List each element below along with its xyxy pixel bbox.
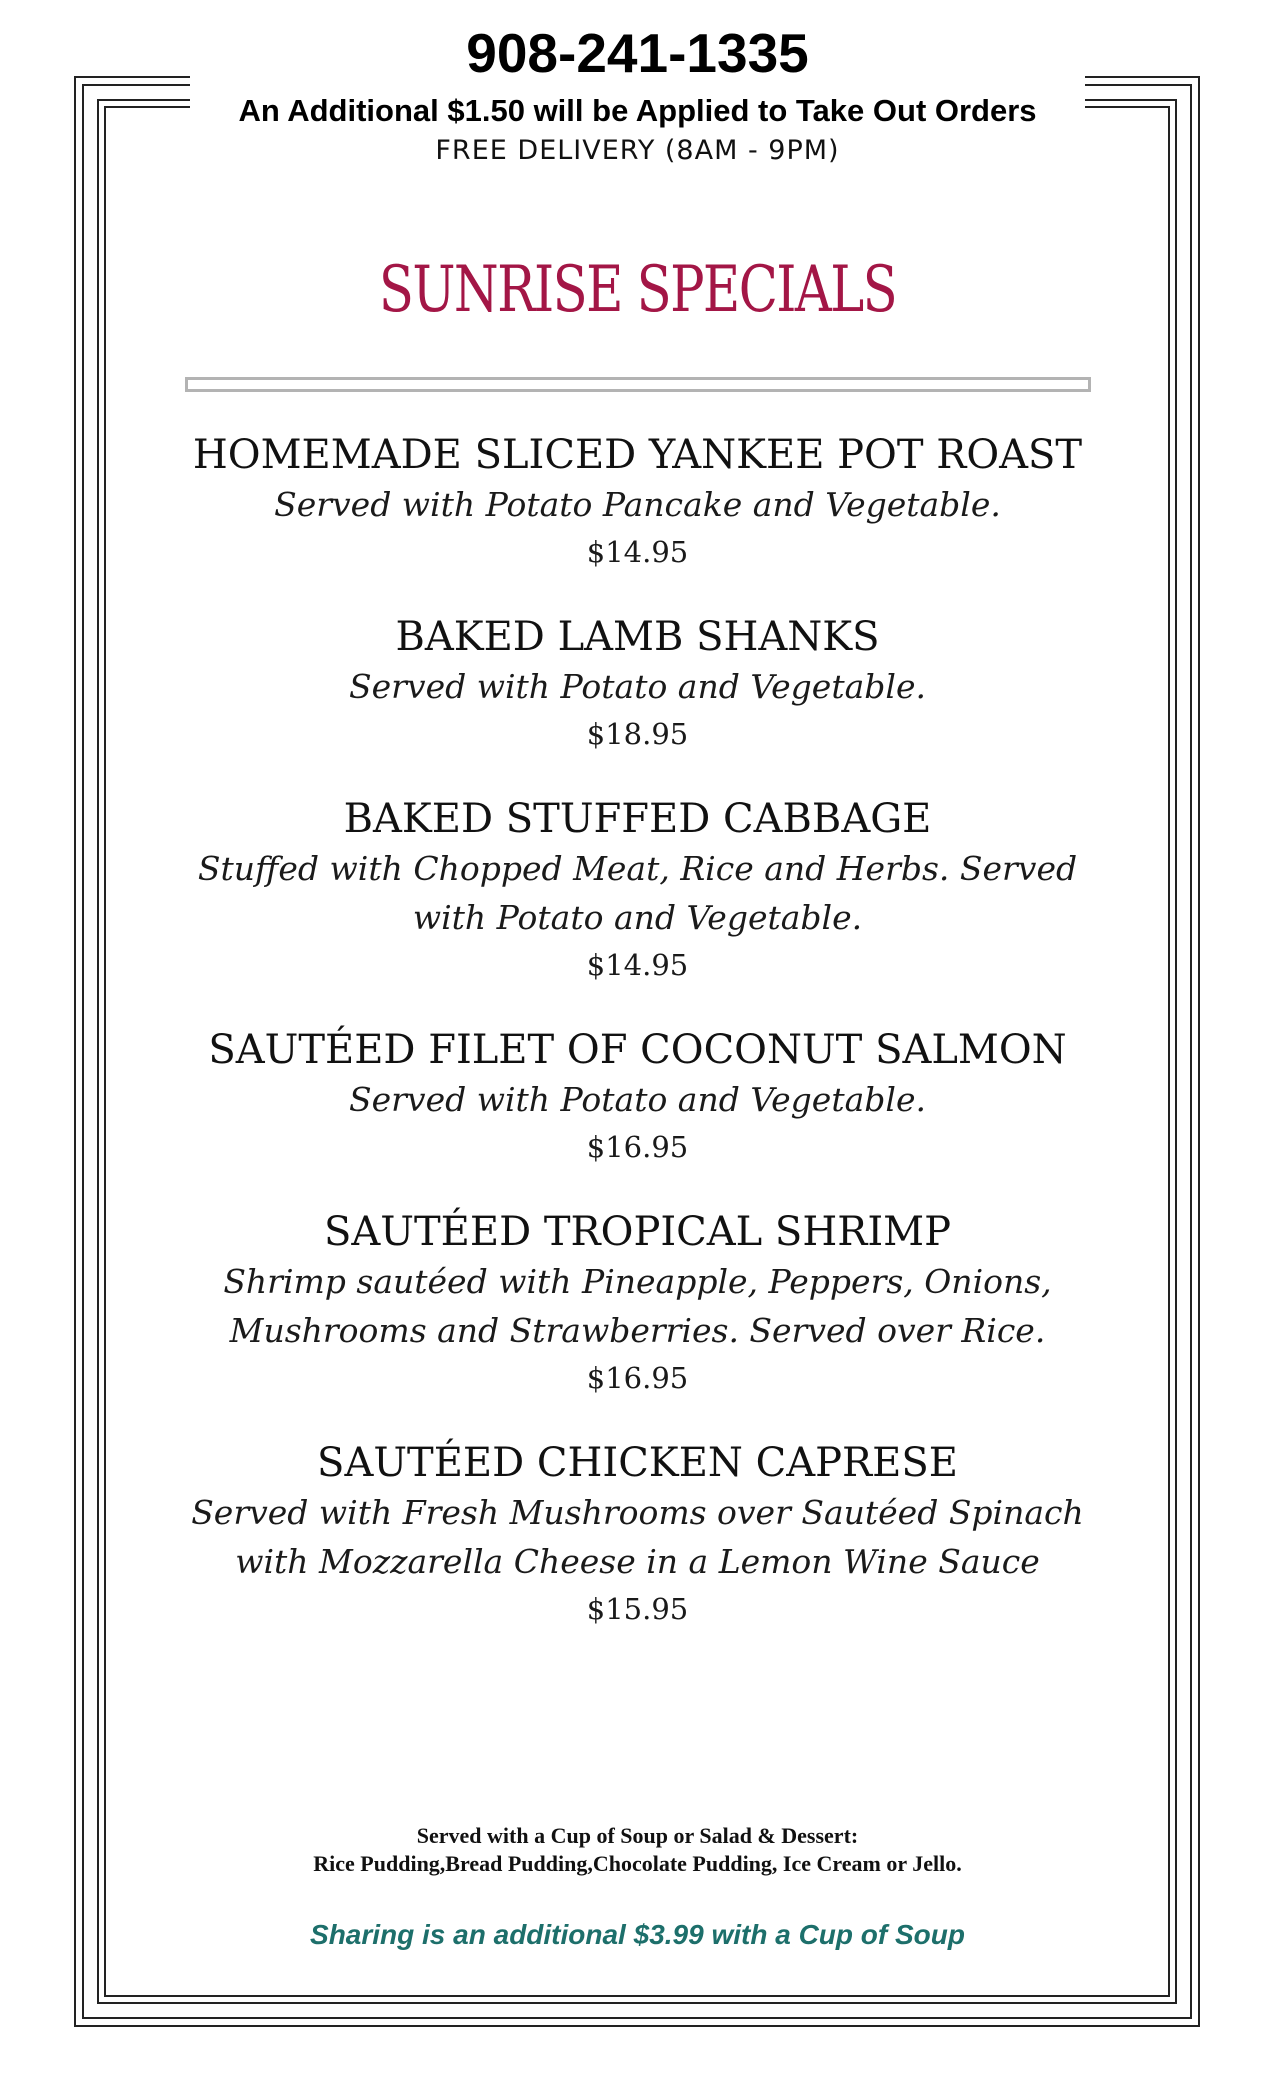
takeout-notice: An Additional $1.50 will be Applied to Take Out Orders: [238, 93, 1037, 128]
menu-item-price: $16.95: [586, 1130, 689, 1164]
menu-item-description: Shrimp sautéed with Pineapple, Peppers, Onions, Mushrooms and Strawberries. Served over Rice.: [223, 1262, 1052, 1350]
section-title: SUNRISE SPECIALS: [378, 253, 897, 327]
menu-item-name: SAUTÉED TROPICAL SHRIMP: [323, 1209, 951, 1255]
menu-item-name: BAKED LAMB SHANKS: [395, 614, 880, 660]
delivery-notice: FREE DELIVERY (8AM - 9PM): [435, 135, 840, 166]
menu-item-description: Stuffed with Chopped Meat, Rice and Herbs. Served with Potato and Vegetable.: [197, 849, 1078, 937]
menu-item-price: $14.95: [586, 535, 689, 569]
menu-item-description: Served with Potato Pancake and Vegetable.: [274, 485, 1001, 524]
menu-item-description: Served with Fresh Mushrooms over Sautéed Spinach with Mozzarella Cheese in a Lemon Wine Sauce: [191, 1493, 1084, 1581]
menu-item-name: HOMEMADE SLICED YANKEE POT ROAST: [192, 432, 1083, 478]
menu-item-name: SAUTÉED CHICKEN CAPRESE: [317, 1440, 958, 1486]
menu-item: [150, 1207, 1125, 1401]
menu-item: [150, 1438, 1125, 1632]
menu-item-price: $14.95: [586, 948, 689, 982]
title-divider: [185, 377, 1091, 392]
menu-item-description: Served with Potato and Vegetable.: [349, 667, 926, 706]
menu-item: [150, 1025, 1125, 1170]
menu-item-price: $16.95: [586, 1361, 689, 1395]
menu-item-price: $18.95: [586, 717, 689, 751]
menu-item-price: $15.95: [586, 1592, 689, 1626]
menu-item: [150, 612, 1125, 757]
phone-number: 908-241-1335: [466, 22, 809, 84]
menu-item-description: Served with Potato and Vegetable.: [349, 1080, 926, 1119]
sides-intro: Served with a Cup of Soup or Salad & Dessert:: [416, 1823, 859, 1848]
menu-item: [150, 430, 1125, 575]
menu-item: [150, 794, 1125, 988]
dessert-options: Rice Pudding,Bread Pudding,Chocolate Pudding, Ice Cream or Jello.: [313, 1851, 962, 1876]
menu-item-name: BAKED STUFFED CABBAGE: [343, 796, 932, 842]
sharing-notice: Sharing is an additional $3.99 with a Cup of Soup: [310, 1919, 965, 1950]
menu-item-name: SAUTÉED FILET OF COCONUT SALMON: [208, 1027, 1067, 1073]
menu-list: [150, 430, 1125, 1669]
